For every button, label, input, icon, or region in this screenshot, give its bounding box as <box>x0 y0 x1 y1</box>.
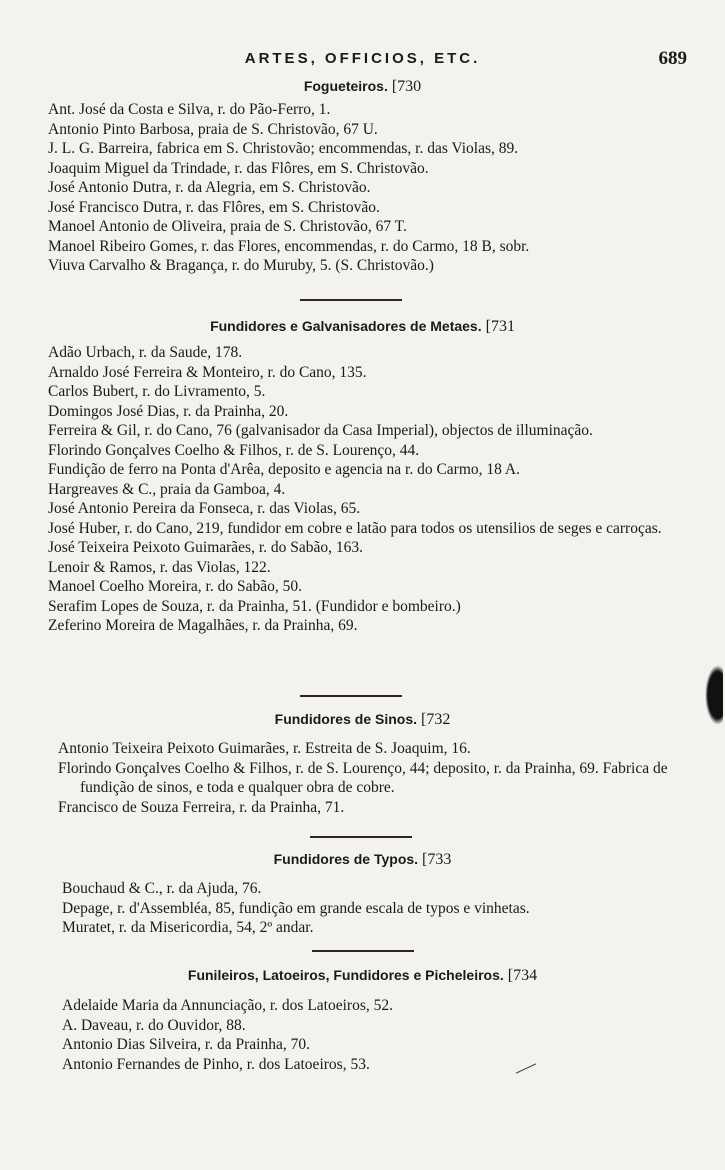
section-divider <box>300 695 402 697</box>
list-item: José Antonio Dutra, r. da Alegria, em S. Christovão. <box>48 179 371 196</box>
section-heading-730 <box>0 78 725 96</box>
list-item: Manoel Coelho Moreira, r. do Sabão, 50. <box>48 578 302 595</box>
section-code: [731 <box>485 318 515 335</box>
list-item: Muratet, r. da Misericordia, 54, 2º andar. <box>62 919 314 936</box>
section-title: Fundidores de Sinos. <box>274 711 418 727</box>
list-item: Adão Urbach, r. da Saude, 178. <box>48 344 243 361</box>
section-title: Funileiros, Latoeiros, Fundidores e Picheleiros. <box>187 967 504 983</box>
list-item: Zeferino Moreira de Magalhães, r. da Prainha, 69. <box>48 617 358 634</box>
section-title: Fundidores de Typos. <box>273 851 419 867</box>
list-item: Florindo Gonçalves Coelho & Filhos, r. de S. Lourenço, 44; deposito, r. da Prainha, 69. Fabrica de fundição de sinos, e toda e qualquer obra de cobre. <box>58 759 668 796</box>
list-item: Lenoir & Ramos, r. das Violas, 122. <box>48 558 271 576</box>
list-item: Hargreaves & C., praia da Gamboa, 4. <box>48 480 286 498</box>
ink-blot <box>705 665 723 725</box>
section-title: Fundidores e Galvanisadores de Metaes. <box>210 318 482 334</box>
entry-list-733 <box>62 879 722 938</box>
list-item: Ant. José da Costa e Silva, r. do Pão-Ferro, 1. <box>48 101 331 118</box>
section-heading-734 <box>0 967 725 985</box>
page-number: 689 <box>658 48 687 69</box>
list-item: Manoel Antonio de Oliveira, praia de S. Christovão, 67 T. <box>48 218 407 235</box>
entry-list-732 <box>58 739 718 817</box>
list-item: Serafim Lopes de Souza, r. da Prainha, 51. (Fundidor e bombeiro.) <box>48 597 461 615</box>
list-item: Domingos José Dias, r. da Prainha, 20. <box>48 402 289 420</box>
list-item: Fundição de ferro na Ponta d'Arêa, deposito e agencia na r. do Carmo, 18 A. <box>48 461 520 478</box>
list-item: Antonio Pinto Barbosa, praia de S. Christovão, 67 U. <box>48 120 378 138</box>
list-item: Bouchaud & C., r. da Ajuda, 76. <box>62 880 262 897</box>
list-item: Joaquim Miguel da Trindade, r. das Flôres, em S. Christovão. <box>48 159 429 177</box>
entry-list-731 <box>48 343 708 636</box>
list-item: Manoel Ribeiro Gomes, r. das Flores, encommendas, r. do Carmo, 18 B, sobr. <box>48 237 530 255</box>
list-item: J. L. G. Barreira, fabrica em S. Christovão; encommendas, r. das Violas, 89. <box>48 140 519 157</box>
list-item: Ferreira & Gil, r. do Cano, 76 (galvanisador da Casa Imperial), objectos de illuminação. <box>48 422 593 439</box>
section-heading-733 <box>0 851 725 869</box>
list-item: Antonio Teixeira Peixoto Guimarães, r. Estreita de S. Joaquim, 16. <box>58 740 471 757</box>
list-item: A. Daveau, r. do Ouvidor, 88. <box>62 1016 246 1034</box>
list-item: Adelaide Maria da Annunciação, r. dos Latoeiros, 52. <box>62 997 393 1014</box>
section-divider <box>312 950 414 952</box>
list-item: José Francisco Dutra, r. das Flôres, em S. Christovão. <box>48 198 380 216</box>
list-item: Florindo Gonçalves Coelho & Filhos, r. de S. Lourenço, 44. <box>48 441 420 459</box>
section-code: [732 <box>421 711 451 728</box>
entry-list-734 <box>62 996 722 1074</box>
section-divider <box>310 836 412 838</box>
list-item: José Antonio Pereira da Fonseca, r. das Violas, 65. <box>48 500 361 517</box>
list-item: Carlos Bubert, r. do Livramento, 5. <box>48 383 266 400</box>
section-code: [733 <box>422 851 452 868</box>
section-heading-732 <box>0 711 725 729</box>
section-code: [730 <box>391 78 422 95</box>
section-code: [734 <box>507 967 538 984</box>
list-item: Francisco de Souza Ferreira, r. da Prainha, 71. <box>58 798 345 816</box>
list-item: Antonio Dias Silveira, r. da Prainha, 70. <box>62 1036 310 1053</box>
running-head: ARTES, OFFICIOS, ETC. <box>244 50 481 67</box>
list-item: Antonio Fernandes de Pinho, r. dos Latoeiros, 53. <box>62 1055 370 1073</box>
section-title: Fogueteiros. <box>303 78 388 94</box>
list-item: José Teixeira Peixoto Guimarães, r. do Sabão, 163. <box>48 539 364 556</box>
section-divider <box>300 299 402 301</box>
list-item: Arnaldo José Ferreira & Monteiro, r. do Cano, 135. <box>48 363 367 381</box>
section-heading-731 <box>0 318 725 336</box>
list-item: José Huber, r. do Cano, 219, fundidor em cobre e latão para todos os utensilios de seges e carroças. <box>48 519 662 537</box>
list-item: Depage, r. d'Assembléa, 85, fundição em grande escala de typos e vinhetas. <box>62 899 530 917</box>
entry-list-730 <box>48 100 708 276</box>
list-item: Viuva Carvalho & Bragança, r. do Muruby, 5. (S. Christovão.) <box>48 257 434 274</box>
